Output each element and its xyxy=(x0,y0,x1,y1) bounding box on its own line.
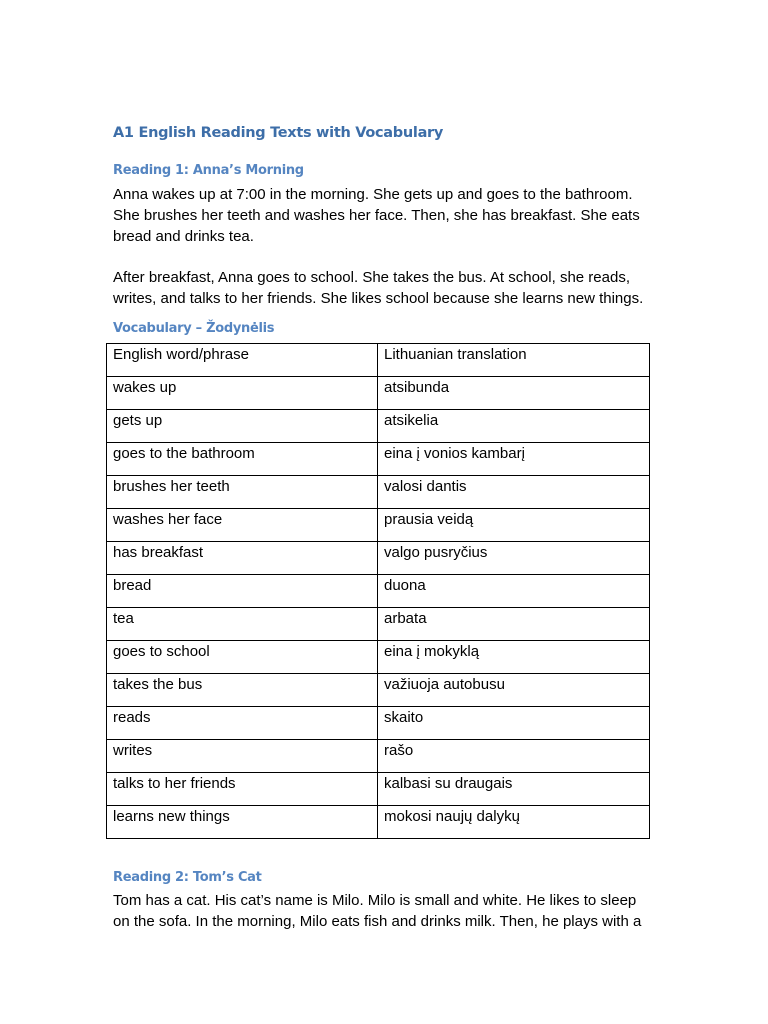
lithuanian-cell: prausia veidą xyxy=(378,509,650,542)
vocabulary-table xyxy=(106,343,650,839)
lithuanian-cell: skaito xyxy=(378,707,650,740)
table-row xyxy=(107,542,650,575)
english-cell: goes to the bathroom xyxy=(107,443,378,476)
english-cell: learns new things xyxy=(107,806,378,839)
vocabulary-heading: Vocabulary – Žodynėlis xyxy=(113,321,275,336)
lithuanian-cell: duona xyxy=(378,575,650,608)
table-row xyxy=(107,410,650,443)
table-row xyxy=(107,443,650,476)
table-row xyxy=(107,773,650,806)
column-header-english: English word/phrase xyxy=(107,344,378,377)
reading-2-paragraph-1: Tom has a cat. His cat’s name is Milo. Milo is small and white. He likes to sleep on the sofa. In the morning, Milo eats fish and drinks milk. Then, he plays with a xyxy=(113,892,642,930)
lithuanian-cell: atsibunda xyxy=(378,377,650,410)
english-cell: takes the bus xyxy=(107,674,378,707)
lithuanian-cell: eina į mokyklą xyxy=(378,641,650,674)
lithuanian-cell: eina į vonios kambarį xyxy=(378,443,650,476)
table-header-row xyxy=(107,344,650,377)
english-cell: writes xyxy=(107,740,378,773)
table-row xyxy=(107,575,650,608)
english-cell: gets up xyxy=(107,410,378,443)
table-row xyxy=(107,608,650,641)
lithuanian-cell: valgo pusryčius xyxy=(378,542,650,575)
english-cell: reads xyxy=(107,707,378,740)
lithuanian-cell: atsikelia xyxy=(378,410,650,443)
reading-2-heading: Reading 2: Tom’s Cat xyxy=(113,870,262,885)
lithuanian-cell: valosi dantis xyxy=(378,476,650,509)
lithuanian-cell: kalbasi su draugais xyxy=(378,773,650,806)
lithuanian-cell: važiuoja autobusu xyxy=(378,674,650,707)
table-row xyxy=(107,674,650,707)
english-cell: brushes her teeth xyxy=(107,476,378,509)
english-cell: has breakfast xyxy=(107,542,378,575)
english-cell: talks to her friends xyxy=(107,773,378,806)
reading-1-heading: Reading 1: Anna’s Morning xyxy=(113,163,304,178)
english-cell: bread xyxy=(107,575,378,608)
table-row xyxy=(107,707,650,740)
table-row xyxy=(107,806,650,839)
table-row xyxy=(107,509,650,542)
table-row xyxy=(107,476,650,509)
reading-1-paragraph-2: After breakfast, Anna goes to school. She takes the bus. At school, she reads, writes, and talks to her friends. She likes school because she learns new things. xyxy=(113,269,644,307)
english-cell: tea xyxy=(107,608,378,641)
document-title: A1 English Reading Texts with Vocabulary xyxy=(113,125,444,141)
table-row xyxy=(107,641,650,674)
lithuanian-cell: rašo xyxy=(378,740,650,773)
column-header-lithuanian: Lithuanian translation xyxy=(378,344,650,377)
reading-1-paragraph-1: Anna wakes up at 7:00 in the morning. She gets up and goes to the bathroom. She brushes her teeth and washes her face. Then, she has breakfast. She eats bread and drinks tea. xyxy=(113,186,640,245)
english-cell: goes to school xyxy=(107,641,378,674)
english-cell: washes her face xyxy=(107,509,378,542)
table-row xyxy=(107,740,650,773)
english-cell: wakes up xyxy=(107,377,378,410)
lithuanian-cell: arbata xyxy=(378,608,650,641)
lithuanian-cell: mokosi naujų dalykų xyxy=(378,806,650,839)
table-row xyxy=(107,377,650,410)
